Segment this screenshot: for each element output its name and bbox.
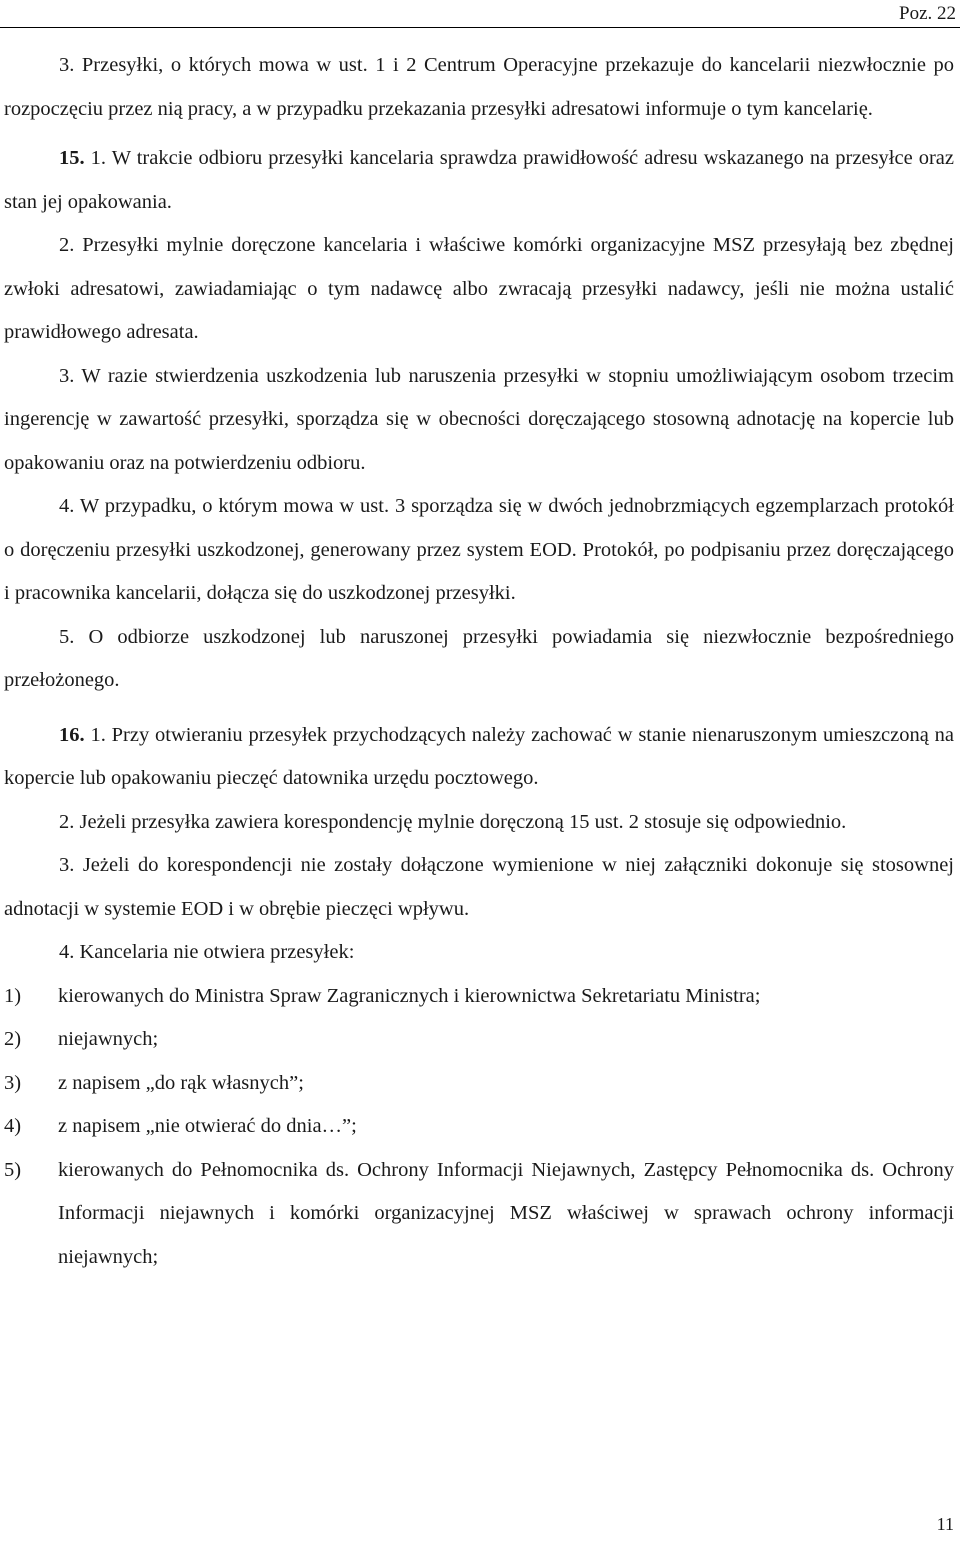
- list-text: z napisem „nie otwierać do dnia…”;: [58, 1115, 357, 1137]
- list-text: kierowanych do Ministra Spraw Zagranicznych i kierownictwa Sekretariatu Ministra;: [58, 984, 761, 1007]
- list-number: 4): [4, 1115, 22, 1137]
- list-text: kierowanych do Pełnomocnika ds. Ochrony Informacji Niejawnych, Zastępcy Pełnomocnika ds. Ochrony Informacji niejawnych i komórki organizacyjnej MSZ właściwej w sprawach ochrony informacji niejawnych;: [58, 1158, 954, 1268]
- section-number: 15.: [59, 147, 85, 169]
- paragraph-15-1: [4, 137, 954, 224]
- list-number: 3): [4, 1071, 22, 1094]
- page-number: 11: [936, 1514, 954, 1534]
- paragraph-16-3: 3. Jeżeli do korespondencji nie zostały dołączone wymienione w niej załączniki dokonuje się stosownej adnotacji w systemie EOD i w obrębie pieczęci wpływu.: [4, 854, 954, 920]
- paragraph-16-2: 2. Jeżeli przesyłka zawiera korespondencję mylnie doręczoną 15 ust. 2 stosuje się odpowiednio.: [59, 810, 847, 833]
- list-item: [4, 1018, 954, 1062]
- list-item: [4, 1149, 954, 1280]
- list-number: 2): [4, 1028, 22, 1050]
- paragraph-14-3: 3. Przesyłki, o których mowa w ust. 1 i 2 Centrum Operacyjne przekazuje do kancelarii niezwłocznie po rozpoczęciu przez nią pracy, a w przypadku przekazania przesyłki adresatowi informuje o tym kancelarię.: [4, 54, 954, 120]
- list-number: 5): [4, 1158, 22, 1181]
- paragraph-15-2: 2. Przesyłki mylnie doręczone kancelaria i właściwe komórki organizacyjne MSZ przesyłają bez zbędnej zwłoki adresatowi, zawiadamiając o tym nadawcę albo zwracają przesyłki nadawcy, jeśli nie można ustalić prawidłowego adresata.: [4, 234, 954, 343]
- paragraph-16-4: 4. Kancelaria nie otwiera przesyłek:: [59, 941, 355, 963]
- list-item: [4, 1105, 954, 1149]
- section-number: 16.: [59, 723, 85, 746]
- page-reference: Poz. 22: [899, 3, 956, 24]
- header-rule: [0, 27, 960, 28]
- list-item: [4, 1062, 954, 1106]
- list-text: z napisem „do rąk własnych”;: [58, 1071, 304, 1094]
- list-number: 1): [4, 984, 22, 1007]
- paragraph-text: W trakcie odbioru przesyłki kancelaria sprawdza prawidłowość adresu wskazanego na przesyłce oraz stan jej opakowania.: [4, 147, 954, 213]
- paragraph-text: Przy otwieraniu przesyłek przychodzących należy zachować w stanie nienaruszonym umieszczoną na kopercie lub opakowaniu pieczęć datownika urzędu pocztowego.: [4, 723, 955, 789]
- paragraph-15-5: 5. O odbiorze uszkodzonej lub naruszonej przesyłki powiadamia się niezwłocznie bezpośredniego przełożonego.: [4, 625, 954, 691]
- item-number: 1.: [90, 147, 107, 169]
- paragraph-15-4: 4. W przypadku, o którym mowa w ust. 3 sporządza się w dwóch jednobrzmiących egzemplarzach protokół o doręczeniu przesyłki uszkodzonej, generowany przez system EOD. Protokół, po podpisaniu przez doręczającego i pracownika kancelarii, dołącza się do uszkodzonej przesyłki.: [4, 495, 954, 604]
- item-number: 1.: [90, 723, 106, 746]
- document-body: [4, 44, 954, 1279]
- paragraph-16-1: [4, 714, 954, 801]
- list-text: niejawnych;: [58, 1028, 159, 1050]
- list-item: [4, 975, 954, 1019]
- paragraph-15-3: 3. W razie stwierdzenia uszkodzenia lub naruszenia przesyłki w stopniu umożliwiającym osobom trzecim ingerencję w zawartość przesyłki, sporządza się w obecności doręczającego stosowną adnotację na kopercie lub opakowaniu oraz na potwierdzeniu odbioru.: [4, 364, 954, 474]
